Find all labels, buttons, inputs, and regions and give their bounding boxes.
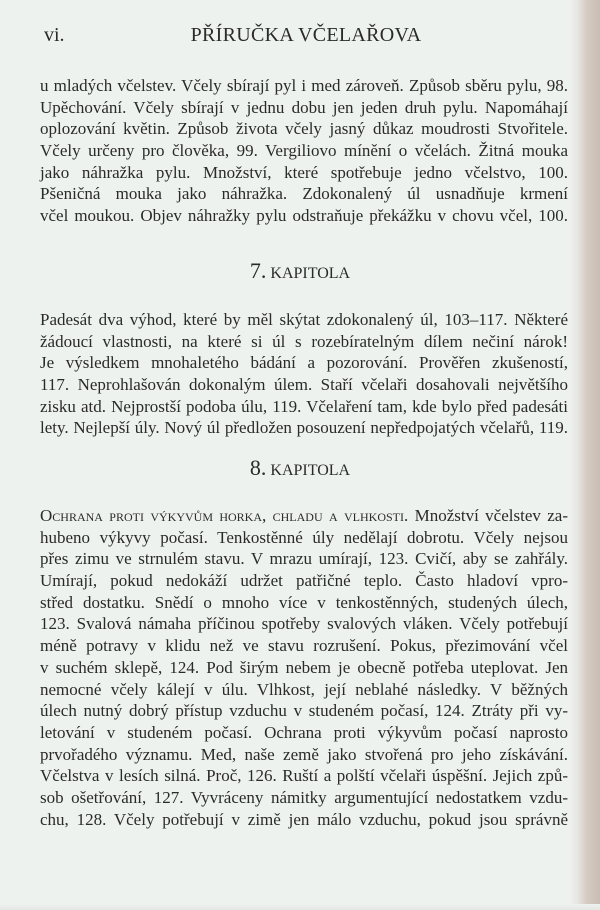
section-lead-small-caps: Ochrana proti výkyvům horka, chladu a vlhkosti. (40, 506, 409, 525)
text-line: Padesát dva výhod, které by měl skýtat zdokonalený úl, 103–117. Některé (40, 310, 568, 329)
chapter-label: KAPITOLA (270, 462, 351, 479)
running-header (44, 24, 568, 50)
text-line: přes zimu ve strnulém stavu. V mrazu umírají, 123. Cvičí, aby se zahřály. (40, 549, 568, 569)
text-line: Včely určeny pro člověka, 99. Vergiliovo mínění o včelách. Žitná mouka (40, 141, 568, 161)
page-number: vi. (44, 24, 65, 46)
text-line: Upěchování. Včely sbírají v jednu dobu jen jeden druh pylu. Napomáhají (40, 97, 568, 117)
text-line: jako náhražka pylu. Množství, které spotřebuje jedno včelstvo, 100. (40, 162, 568, 182)
text-line: Ochrana proti výkyvům horka, chladu a vlhkosti. Množství včelstev za- (40, 506, 568, 525)
chapter-label: KAPITOLA (270, 265, 351, 282)
chapter-number: 7. (249, 258, 267, 283)
text-line: u mladých včelstev. Včely sbírají pyl i med zároveň. Způsob sběru pylu, 98. (40, 76, 568, 95)
page-bottom-edge (0, 904, 600, 910)
text-line: Včelstva v lesích silná. Proč, 126. Ruští a polští včelaři úspěšní. Jejich způ- (40, 766, 568, 786)
text-line: hubeno výkyvy počasí. Tenkostěnné úly nedělají dobrotu. Včely nejsou (40, 527, 568, 547)
text-line: letování v studeném počasí. Ochrana proti výkyvům počasí naprosto (40, 722, 568, 742)
text-line: sob ošetřování, 127. Vyvráceny námitky argumentující nedostatkem vzdu- (40, 787, 568, 807)
text-line: lety. Nejlepší úly. Nový úl předložen posouzení nepředpojatých včelařů, 119. (40, 418, 568, 438)
book-title: PŘÍRUČKA VČELAŘOVA (190, 24, 422, 46)
text-line: úlech nutný dobrý přístup vzduchu v studeném počasí, 124. Ztráty při vy- (40, 701, 568, 721)
text-line: střed dostatku. Snědí o mnoho více v tenkostěnných, studených úlech, (40, 592, 568, 612)
text-line: 117. Neprohlašován dokonalým úlem. Staří včelaři dosahovali největšího (40, 375, 568, 395)
paragraph-1 (40, 75, 568, 227)
text-line: zisku atd. Nejprostší podoba úlu, 119. Včelaření tam, kde bylo před padesáti (40, 396, 568, 416)
text-line: 123. Svalová námaha příčinou spotřeby svalových vláken. Včely potřebují (40, 614, 568, 634)
text-line: včel moukou. Objev náhražky pylu odstraňuje překážku v chovu včel, 100. (40, 206, 568, 226)
text-line: nemocné včely kálejí v úlu. Vlhkost, její neblahé následky. V běžných (40, 679, 568, 699)
chapter-number: 8. (249, 455, 267, 480)
chapter-7-heading (0, 258, 600, 284)
text-line: v suchém sklepě, 124. Pod širým nebem je obecně potřeba uteplovat. Jen (40, 657, 568, 677)
text-line: prvořadého významu. Med, naše země jako stvořená pro jeho získávání. (40, 744, 568, 764)
text-line: méně potravy v klidu než ve stavu rozrušení. Pokus, přezimování včel (40, 636, 568, 656)
text-line: Umírají, pokud nedokáží udržet patřičné teplo. Často hladoví vpro- (40, 571, 568, 591)
text-line: chu, 128. Včely potřebují v zimě jen málo vzduchu, pokud jsou správně (40, 809, 568, 829)
paragraph-2 (40, 309, 568, 439)
text-line: oplozování květin. Způsob života včely jasný důkaz moudrosti Stvořitele. (40, 119, 568, 139)
text-line: Je výsledkem mnohaletého bádání a pozorování. Prověřen zkušeností, (40, 353, 568, 373)
chapter-8-heading (0, 455, 600, 481)
paragraph-3 (40, 505, 568, 830)
text-line: Pšeničná mouka jako náhražka. Zdokonalený úl usnadňuje krmení (40, 184, 568, 204)
text-line: žádoucí vlastnosti, na které si úl s rozebíratelným dílem nečiní nárok! (40, 331, 568, 351)
